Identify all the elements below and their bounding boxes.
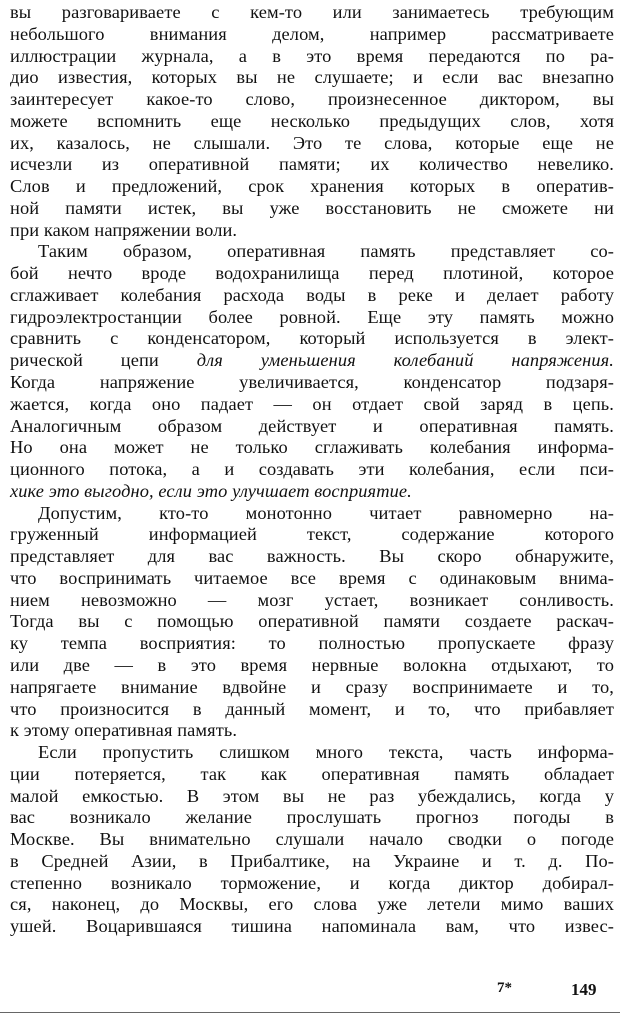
text-line: Слов и предложений, срок хранения которых в оператив-	[10, 176, 614, 197]
text-line: ку темпа восприятия: то полностью пропускаете фразу	[10, 633, 614, 654]
body-text	[10, 2, 614, 938]
text-line: что воспринимать читаемое все время с одинаковым внима-	[10, 567, 614, 588]
text-line: ционного потока, а и создавать эти колебания, если пси-	[10, 459, 614, 480]
text-line: малой емкостью. В этом вы не раз убеждались, когда у	[10, 785, 614, 806]
text-line: их, казалось, не слышали. Это те слова, которые еще не	[10, 132, 614, 153]
text-line: заинтересует какое-то слово, произнесенное диктором, вы	[10, 89, 614, 110]
paragraph-start-line: Допустим, кто-то монотонно читает равномерно на-	[38, 502, 614, 523]
text-line: Но она может не только сглаживать колебания информа-	[10, 437, 614, 458]
text-line: представляет для вас важность. Вы скоро обнаружите,	[10, 546, 614, 567]
text-line: груженный информацией текст, содержание которого	[10, 524, 614, 545]
text-line: Тогда вы с помощью оперативной памяти создаете раскач-	[10, 611, 614, 632]
text-line: жается, когда оно падает — он отдает свой заряд в цепь.	[10, 393, 614, 414]
text-line: степенно возникало торможение, и когда диктор добирал-	[10, 872, 614, 893]
text-line: небольшого внимания делом, например рассматриваете	[10, 23, 614, 44]
paragraph-start-line: Если пропустить слишком много текста, часть информа-	[38, 742, 614, 763]
italic-line: хике это выгодно, если это улучшает восприятие.	[10, 480, 412, 501]
mixed-style-line	[10, 350, 614, 372]
text-line: ной памяти истек, вы уже восстановить не сможете ни	[10, 197, 614, 218]
text-line: ции потеряется, так как оперативная память обладает	[10, 763, 614, 784]
text-line: вас возникало желание прослушать прогноз погоды в	[10, 807, 614, 828]
text-line: иллюстрации журнала, а в это время передаются по ра-	[10, 45, 614, 66]
text-line: Аналогичным образом действует и оперативная память.	[10, 415, 614, 436]
text-line: напрягаете внимание вдвойне и сразу воспринимаете и то,	[10, 676, 614, 697]
text-line: вы разговариваете с кем-то или занимаетесь требующим	[10, 2, 614, 22]
text-line: или две — в это время нервные волокна отдыхают, то	[10, 654, 614, 675]
text-line: исчезли из оперативной памяти; их количество невелико.	[10, 154, 614, 175]
text-line: при каком напряжении воли.	[10, 219, 238, 240]
text-line: можете вспомнить еще несколько предыдущих слов, хотя	[10, 110, 614, 131]
page-footer	[0, 980, 620, 1004]
text-line: нием невозможно — мозг устает, возникает сонливость.	[10, 589, 614, 610]
page-number: 149	[571, 980, 597, 999]
paragraph-start-line: Таким образом, оперативная память представляет со-	[38, 241, 614, 262]
text-line: сравнить с конденсатором, который используется в элект-	[10, 328, 614, 349]
text-line: гидроэлектростанции более ровной. Еще эту память можно	[10, 306, 614, 327]
printer-signature-mark: 7*	[497, 980, 512, 996]
text-line: к этому оперативная память.	[10, 720, 238, 741]
text-line: дио известия, которых вы не слушаете; и если вас внезапно	[10, 67, 614, 88]
text-line: в Средней Азии, в Прибалтике, на Украине и т. д. По-	[10, 850, 614, 871]
text-segment: рической цепи	[10, 350, 197, 371]
text-line: ушей. Воцарившаяся тишина напоминала вам, что извес-	[10, 916, 614, 937]
text-line: бой нечто вроде водохранилища перед плотиной, которое	[10, 263, 614, 284]
text-line: сглаживает колебания расхода воды в реке и делает работу	[10, 284, 614, 305]
text-line: Когда напряжение увеличивается, конденсатор подзаря-	[10, 372, 614, 393]
italic-phrase: для уменьшения колебаний напряжения.	[196, 350, 614, 371]
text-line: что произносится в данный момент, и то, что прибавляет	[10, 698, 614, 719]
text-line: Москве. Вы внимательно слушали начало сводки о погоде	[10, 829, 614, 850]
text-line: ся, наконец, до Москвы, его слова уже летели мимо ваших	[10, 894, 614, 915]
bottom-edge-line	[0, 1012, 620, 1013]
